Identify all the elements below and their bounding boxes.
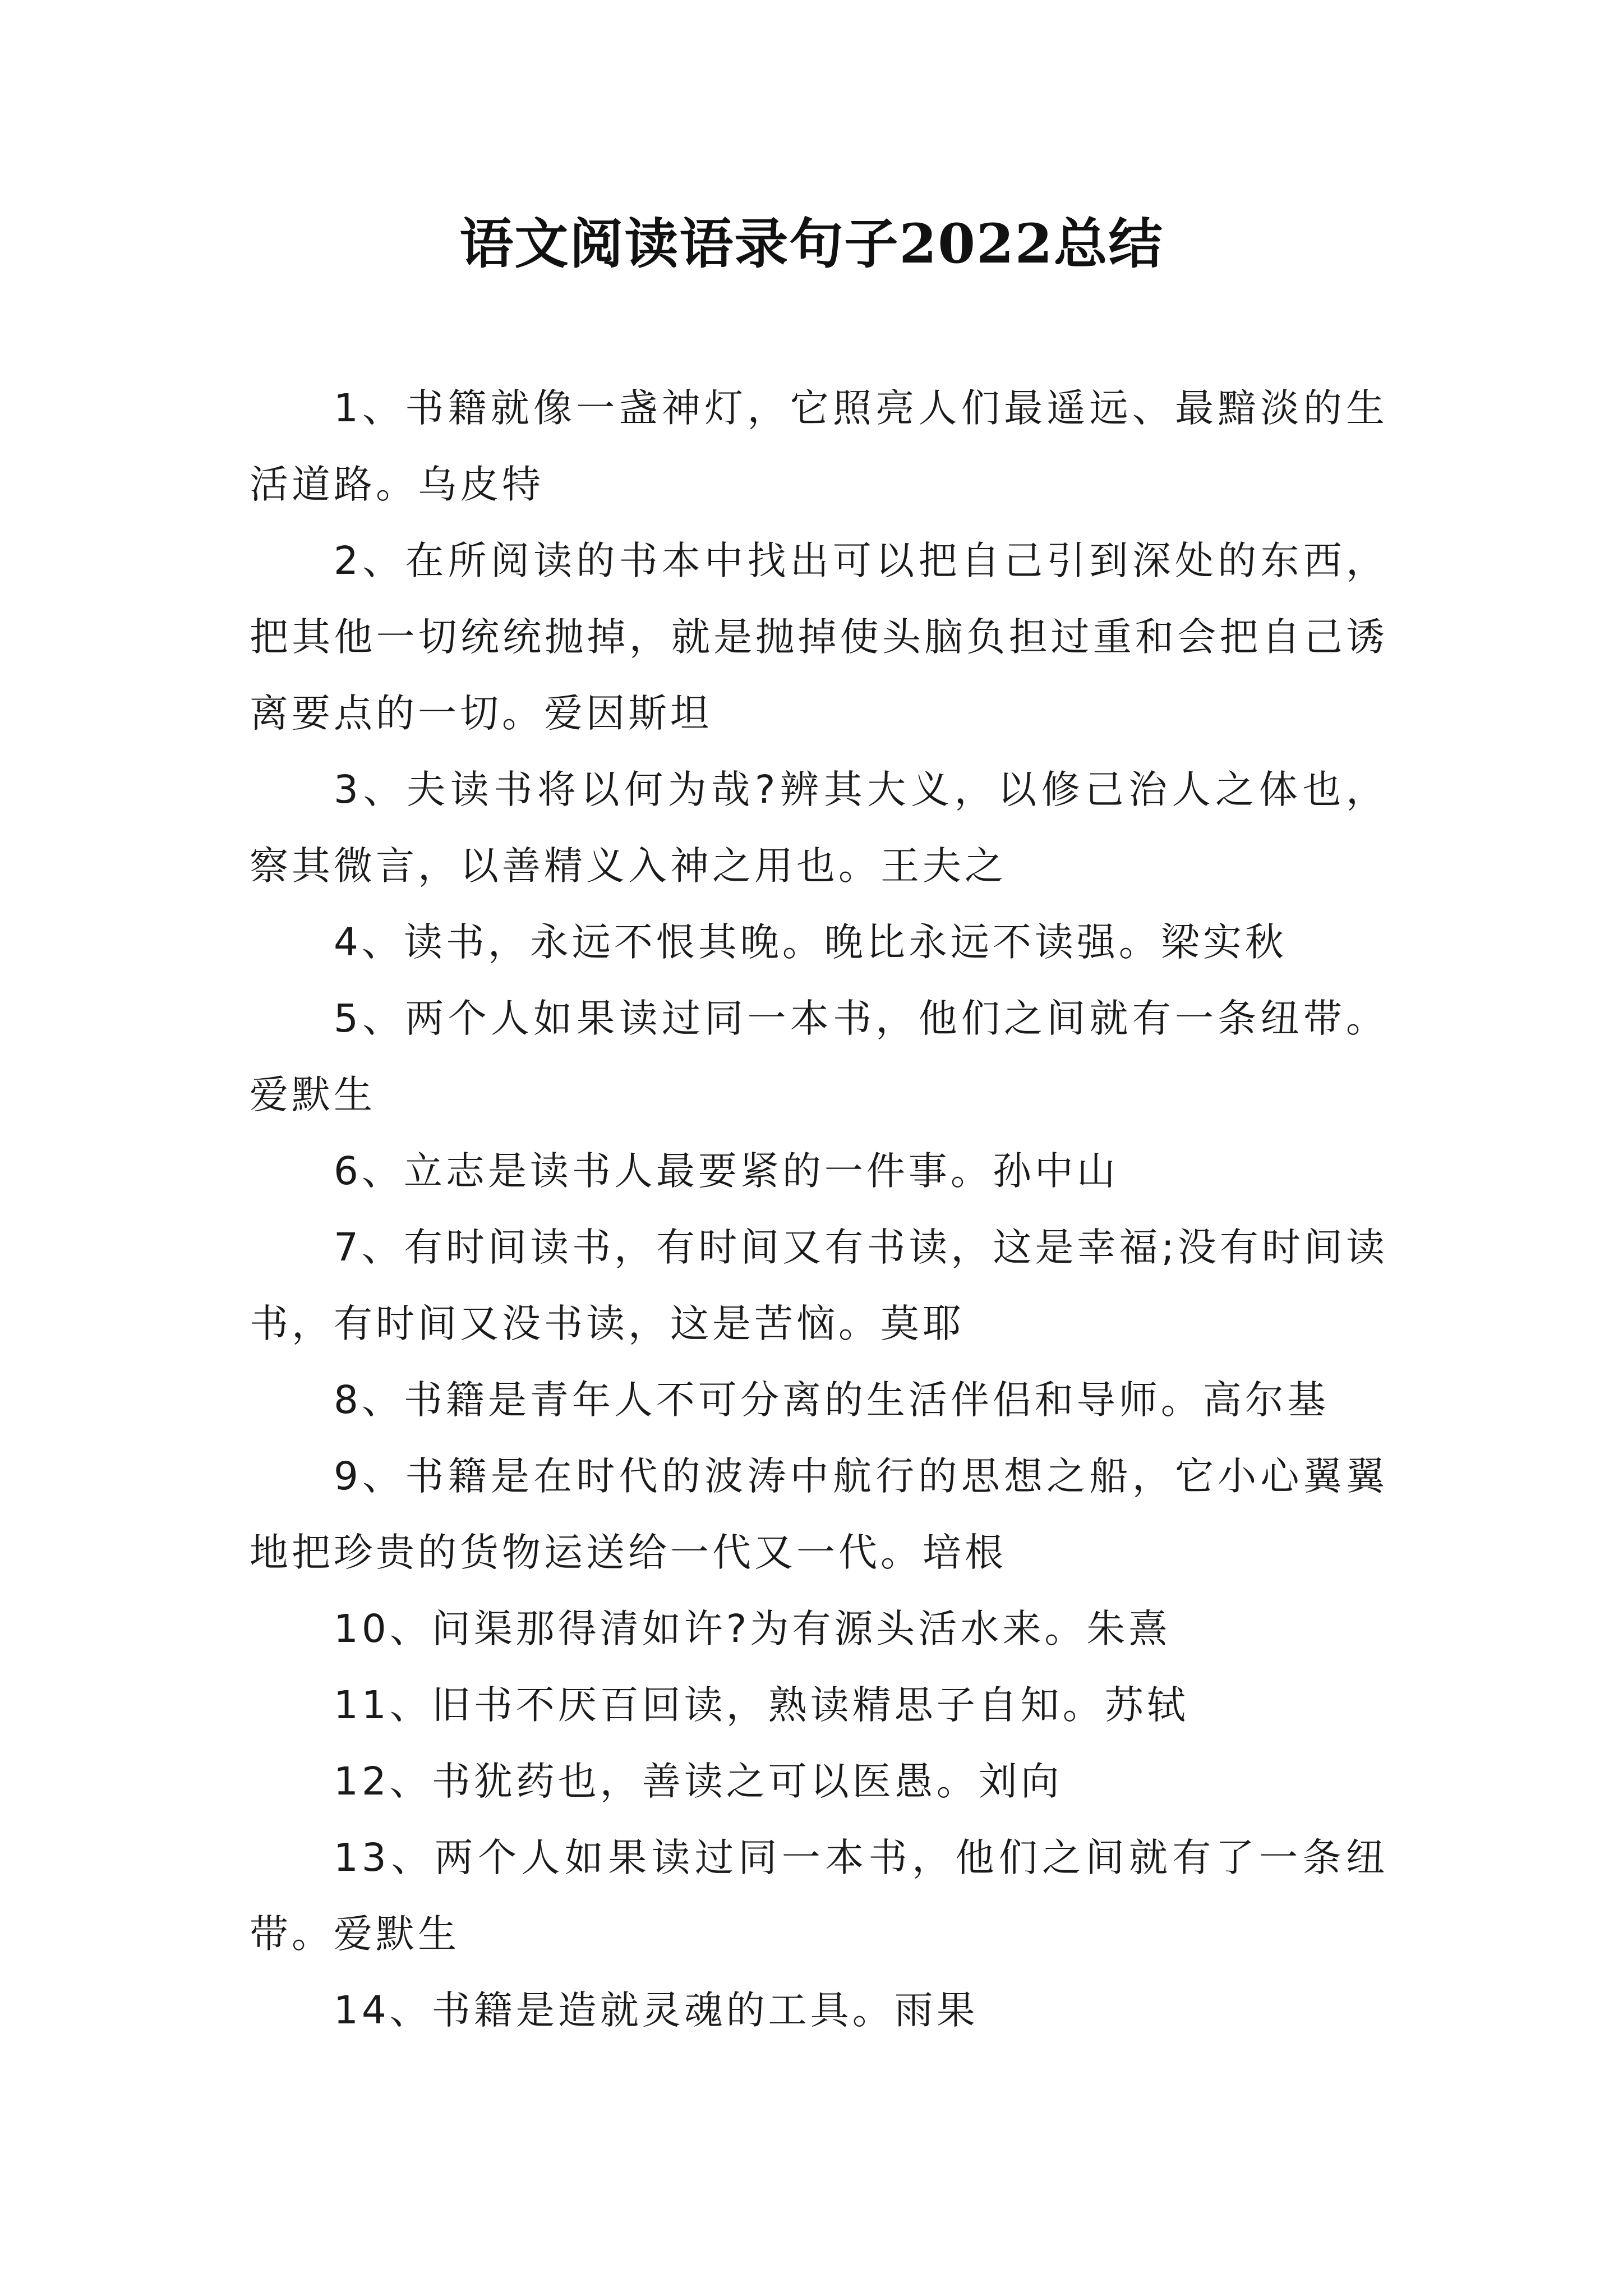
quote-paragraph: 9、书籍是在时代的波涛中航行的思想之船，它小心翼翼地把珍贵的货物运送给一代又一代。培根	[250, 1454, 1388, 1575]
quote-paragraph: 11、旧书不厌百回读，熟读精思子自知。苏轼	[334, 1683, 1189, 1728]
quote-paragraph: 7、有时间读书，有时间又有书读，这是幸福;没有时间读书，有时间又没书读，这是苦恼。莫耶	[250, 1225, 1388, 1346]
quote-paragraph: 3、夫读书将以何为哉?辨其大义，以修己治人之体也，察其微言，以善精义入神之用也。王夫之	[250, 767, 1388, 889]
quote-paragraph: 6、立志是读书人最要紧的一件事。孙中山	[334, 1149, 1119, 1194]
quote-paragraph: 12、书犹药也，善读之可以医愚。刘向	[334, 1759, 1063, 1804]
quote-paragraph: 5、两个人如果读过同一本书，他们之间就有一条纽带。爱默生	[250, 996, 1388, 1117]
quote-paragraph: 8、书籍是青年人不可分离的生活伴侣和导师。高尔基	[334, 1378, 1329, 1423]
quote-paragraph: 13、两个人如果读过同一本书，他们之间就有了一条纽带。爱默生	[250, 1835, 1388, 1957]
quote-paragraph: 1、书籍就像一盏神灯，它照亮人们最遥远、最黯淡的生活道路。乌皮特	[250, 386, 1388, 507]
quote-paragraph: 4、读书，永远不恨其晚。晚比永远不读强。梁实秋	[334, 920, 1287, 965]
quote-paragraph: 14、书籍是造就灵魂的工具。雨果	[334, 1988, 979, 2033]
quote-paragraph: 2、在所阅读的书本中找出可以把自己引到深处的东西，把其他一切统统抛掉，就是抛掉使头脑负担过重和会把自己诱离要点的一切。爱因斯坦	[250, 539, 1388, 736]
quote-paragraph: 10、问渠那得清如许?为有源头活水来。朱熹	[334, 1607, 1171, 1651]
document-title: 语文阅读语录句子2022总结	[459, 212, 1164, 275]
document-body	[250, 370, 1388, 2049]
